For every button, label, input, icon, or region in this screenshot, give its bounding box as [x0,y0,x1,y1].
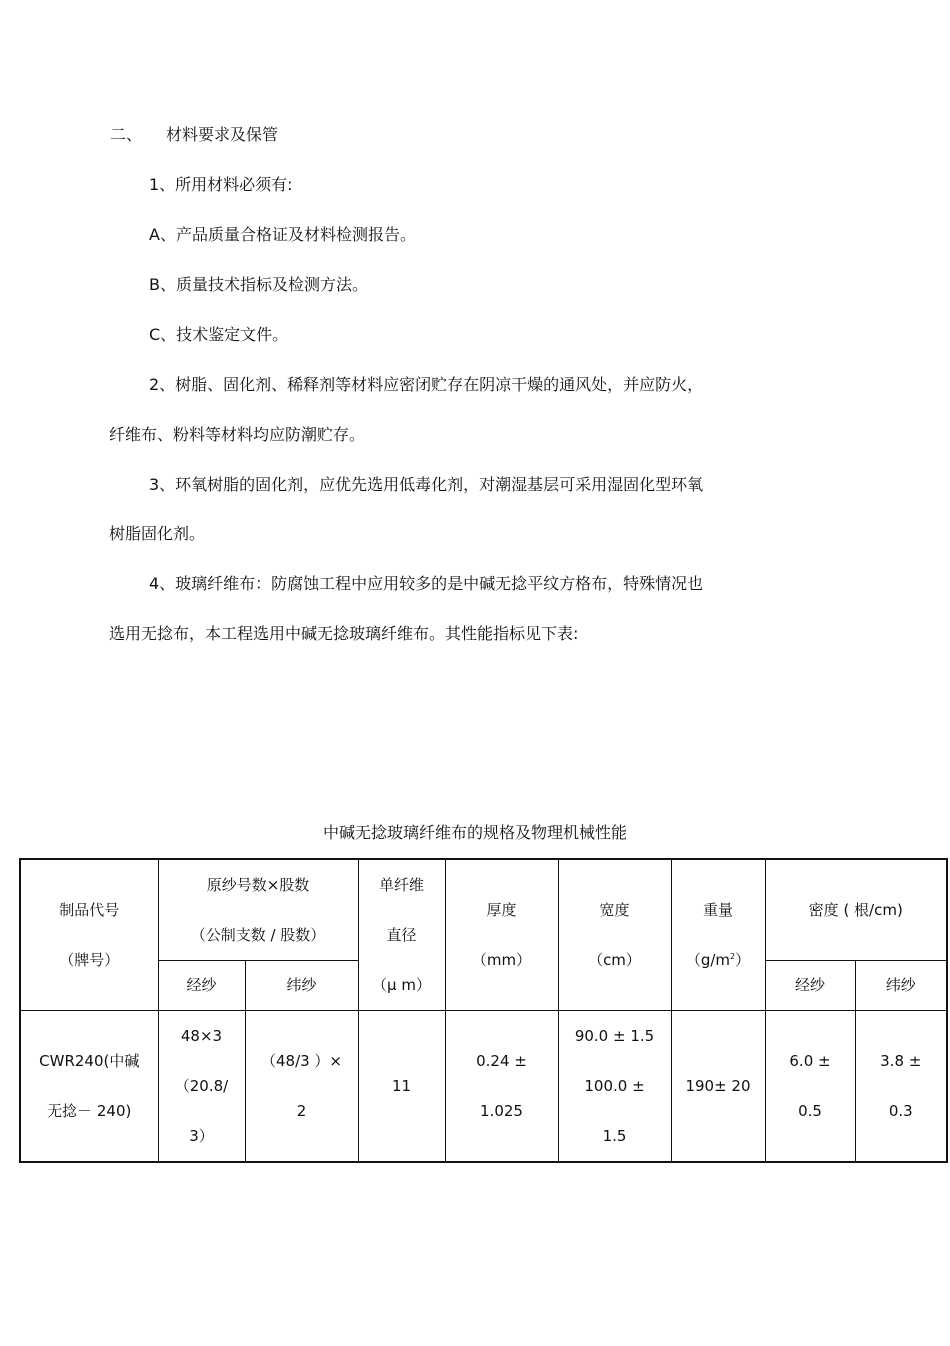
header-yarn-warp: 经纱 [158,961,245,1011]
header-yarn-weft: 纬纱 [245,961,358,1011]
cell-weft-yarn: （48/3 ）× 2 [245,1011,358,1163]
cell-density-warp: 6.0 ± 0.5 [765,1011,855,1163]
header-density: 密度 ( 根/cm) [765,859,947,961]
header-yarn-count: 原纱号数×股数 （公制支数 / 股数） [158,859,358,961]
header-density-weft: 纬纱 [855,961,947,1011]
header-weight: 重量 $(g/m^2)$ [671,859,765,1011]
paragraph-item-b: B、质量技术指标及检测方法。 [149,275,368,294]
paragraph-3-line-1: 3、环氧树脂的固化剂，应优先选用低毒化剂，对潮湿基层可采用湿固化型环氧 [149,475,704,494]
paragraph-4-line-1: 4、玻璃纤维布：防腐蚀工程中应用较多的是中碱无捻平纹方格布，特殊情况也 [149,574,704,593]
cell-density-weft: 3.8 ± 0.3 [855,1011,947,1163]
cell-fiber-diameter: 11 [358,1011,445,1163]
section-heading [110,124,278,146]
section-number: 二、 [110,125,143,144]
paragraph-item-a: A、产品质量合格证及材料检测报告。 [149,225,416,244]
table-caption: 中碱无捻玻璃纤维布的规格及物理机械性能 [322,823,627,842]
paragraph-1-intro: 1、所用材料必须有: [149,175,293,194]
cell-width: 90.0 ± 1.5 100.0 ± 1.5 [558,1011,671,1163]
paragraph-3-line-2: 树脂固化剂。 [109,524,206,543]
paragraph-4-line-2: 选用无捻布，本工程选用中碱无捻玻璃纤维布。其性能指标见下表: [109,624,579,643]
paragraph-item-c: C、技术鉴定文件。 [149,325,289,344]
spec-table [19,858,948,1163]
header-density-warp: 经纱 [765,961,855,1011]
section-title: 材料要求及保管 [166,125,279,144]
cell-weight: 190± 20 [671,1011,765,1163]
header-thickness: 厚度 （mm） [445,859,558,1011]
header-fiber-diameter: 单纤维 直径 （μ m） [358,859,445,1011]
cell-product-code: CWR240(中碱 无捻－ 240) [20,1011,158,1163]
paragraph-2-line-2: 纤维布、粉料等材料均应防潮贮存。 [109,425,366,444]
cell-warp-yarn: 48×3 （20.8/ 3） [158,1011,245,1163]
header-product-code: 制品代号 （牌号） [20,859,158,1011]
paragraph-2-line-1: 2、树脂、固化剂、稀释剂等材料应密闭贮存在阴凉干燥的通风处，并应防火， [149,375,704,394]
header-width: 宽度 （cm） [558,859,671,1011]
table-row [20,1011,947,1163]
table-header-row [20,859,947,961]
cell-thickness: 0.24 ± 1.025 [445,1011,558,1163]
